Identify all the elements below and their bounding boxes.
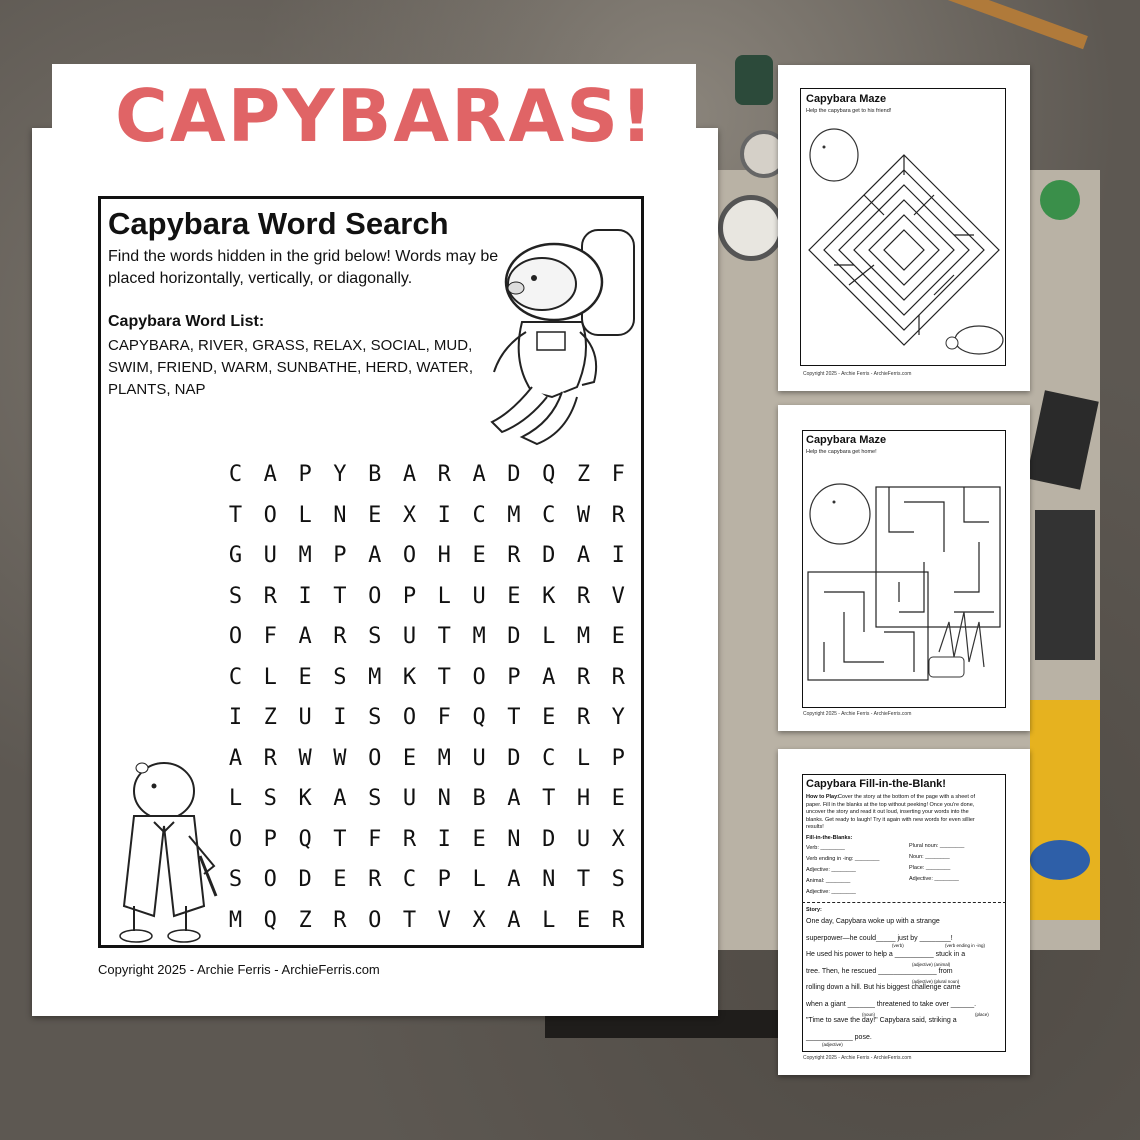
fill-in-the-blank-copyright: Copyright 2025 - Archie Ferris - ArchieFerris.com — [803, 1055, 912, 1061]
grid-letter: Z — [298, 907, 312, 933]
copyright-text: Copyright 2025 - Archie Ferris - ArchieFerris.com — [98, 962, 380, 977]
grid-letter: H — [437, 543, 451, 568]
grid-letter: S — [368, 624, 382, 649]
grid-letter: W — [333, 745, 347, 771]
grid-letter: M — [437, 745, 451, 771]
maze-2-subtitle: Help the capybara get home! — [806, 449, 877, 455]
grid-letter: K — [298, 786, 312, 811]
singer-capybara-illustration — [104, 756, 224, 946]
grid-letter: R — [576, 583, 591, 609]
grid-letter: A — [333, 786, 347, 811]
grid-letter: M — [228, 907, 243, 933]
grid-letter: K — [402, 664, 417, 690]
grid-letter: Q — [263, 907, 277, 933]
grid-letter: Q — [542, 462, 556, 487]
grid-letter: P — [333, 543, 347, 568]
grid-letter: U — [402, 624, 417, 649]
blank-field: Plural noun: ________ — [909, 843, 965, 849]
grid-letter: U — [472, 745, 486, 771]
grid-letter: R — [611, 907, 625, 933]
grid-letter: I — [333, 705, 347, 730]
grid-letter: L — [542, 624, 556, 649]
grid-letter: T — [437, 624, 451, 649]
grid-letter: C — [472, 502, 486, 528]
grid-letter: M — [368, 664, 382, 690]
grid-letter: R — [263, 583, 277, 609]
grid-letter: R — [576, 664, 591, 690]
grid-row — [218, 503, 638, 543]
maze-1-subtitle: Help the capybara get to his friend! — [806, 108, 892, 114]
grid-letter: L — [576, 745, 591, 771]
grid-letter: O — [368, 745, 382, 771]
grid-letter: R — [576, 705, 591, 730]
grid-letter: M — [298, 543, 312, 568]
grid-letter: P — [402, 583, 417, 609]
grid-letter: O — [228, 826, 243, 852]
grid-letter: E — [472, 543, 486, 568]
how-to-play-line: blanks. Get ready to laugh! Try it again with new words for even sillier — [806, 816, 975, 823]
grid-letter: O — [228, 624, 243, 649]
grid-letter: E — [333, 867, 347, 892]
how-to-play-label: How to Play: — [806, 794, 840, 800]
grid-letter: N — [333, 502, 347, 528]
page-title: CAPYBARAS! — [115, 74, 655, 158]
grid-letter: W — [576, 502, 591, 528]
grid-letter: R — [437, 462, 451, 487]
grid-row — [218, 624, 638, 664]
grid-letter: X — [611, 826, 625, 852]
fill-in-the-blanks-heading: Fill-in-the-Blanks: — [806, 835, 853, 841]
grid-letter: I — [437, 826, 451, 852]
grid-letter: F — [263, 624, 277, 649]
grid-letter: R — [368, 867, 382, 892]
grid-letter: V — [437, 907, 451, 933]
story-line: when a giant _______ threatened to take over ______. — [806, 1000, 977, 1008]
grid-letter: O — [368, 907, 382, 933]
paint-stain — [1030, 700, 1100, 920]
grid-letter: T — [228, 502, 243, 528]
grid-letter: M — [507, 502, 521, 528]
grid-letter: L — [472, 867, 486, 892]
grid-letter: A — [507, 907, 521, 933]
grid-letter: T — [576, 867, 591, 892]
grid-letter: K — [542, 583, 556, 609]
grid-row — [218, 462, 638, 502]
grid-letter: P — [611, 745, 625, 771]
grid-letter: R — [402, 826, 417, 852]
grid-letter: T — [333, 583, 347, 609]
blank-field: Verb: ________ — [806, 845, 845, 851]
grid-letter: P — [263, 826, 277, 852]
grid-letter: L — [298, 502, 312, 528]
grid-letter: A — [507, 867, 521, 892]
grid-letter: A — [298, 624, 312, 649]
grid-letter: D — [507, 745, 521, 771]
grid-letter: F — [437, 705, 451, 730]
grid-letter: Q — [298, 826, 312, 852]
maze-2-title: Capybara Maze — [806, 434, 887, 446]
grid-letter: N — [507, 826, 521, 852]
grid-letter: A — [507, 786, 521, 811]
grid-letter: B — [472, 786, 486, 811]
grid-letter: R — [263, 745, 277, 771]
paint-jar — [735, 55, 773, 105]
grid-row — [218, 705, 638, 745]
grid-letter: A — [402, 462, 417, 487]
story-hint: (adjective) (animal) — [912, 962, 951, 967]
paint-palette — [1035, 510, 1095, 660]
grid-letter: U — [402, 786, 417, 811]
story-hint: (verb) — [892, 943, 904, 948]
grid-letter: T — [333, 826, 347, 852]
word-list: CAPYBARA, RIVER, GRASS, RELAX, SOCIAL, MUD, SWIM, FRIEND, WARM, SUNBATHE, HERD, WATER, PLANTS, NAP — [108, 337, 473, 398]
grid-row — [218, 827, 638, 867]
grid-letter: E — [611, 624, 625, 649]
grid-letter: S — [228, 583, 243, 609]
grid-letter: R — [611, 664, 625, 690]
grid-letter: R — [507, 543, 521, 568]
blank-field: Verb ending in -ing: ________ — [806, 856, 880, 862]
story-heading: Story: — [806, 907, 822, 913]
grid-letter: C — [542, 745, 556, 771]
grid-letter: S — [611, 867, 625, 892]
grid-letter: D — [507, 624, 521, 649]
grid-letter: N — [437, 786, 451, 811]
grid-letter: X — [472, 907, 486, 933]
grid-letter: N — [542, 867, 556, 892]
grid-letter: U — [472, 583, 486, 609]
grid-letter: E — [542, 705, 556, 730]
grid-letter: A — [576, 543, 591, 568]
grid-letter: C — [402, 867, 417, 892]
blank-field: Adjective: ________ — [909, 876, 959, 882]
grid-letter: S — [333, 664, 347, 690]
grid-row — [218, 908, 638, 948]
diamond-maze — [804, 125, 1004, 365]
grid-letter: L — [437, 583, 451, 609]
cut-line — [802, 902, 1006, 903]
how-to-play-line: paper. Fill in the blanks at the top without peeking! Once you're done, — [806, 801, 975, 808]
grid-letter: Y — [333, 462, 347, 487]
paintbrush-icon — [942, 0, 1088, 49]
story-line: rolling down a hill. But his biggest challenge came — [806, 984, 961, 991]
grid-letter: G — [228, 543, 243, 568]
story-line: One day, Capybara woke up with a strange — [806, 918, 940, 925]
grid-letter: C — [228, 462, 243, 487]
grid-letter: H — [576, 786, 591, 811]
grid-letter: O — [402, 705, 417, 730]
grid-letter: R — [333, 907, 347, 933]
grid-letter: D — [298, 867, 312, 892]
story-hint: (adjective) (plural noun) — [912, 979, 960, 984]
grid-letter: L — [228, 786, 243, 811]
maze-1-copyright: Copyright 2025 - Archie Ferris - ArchieFerris.com — [803, 371, 912, 377]
grid-letter: O — [263, 867, 277, 892]
grid-letter: Q — [472, 705, 486, 730]
grid-letter: L — [263, 664, 277, 690]
grid-letter: O — [368, 583, 382, 609]
grid-letter: D — [542, 543, 556, 568]
grid-letter: A — [263, 462, 277, 487]
grid-letter: Y — [611, 705, 625, 730]
grid-letter: I — [298, 583, 312, 609]
grid-letter: S — [368, 786, 382, 811]
grid-letter: I — [437, 502, 451, 528]
grid-letter: A — [542, 664, 556, 690]
story-line: tree. Then, he rescued _______________ from — [806, 967, 953, 975]
maze-1-title: Capybara Maze — [806, 93, 887, 105]
grid-letter: P — [507, 664, 521, 690]
story-line: superpower—he could_____ just by ________! — [806, 934, 953, 942]
how-to-play-line: results! — [806, 824, 824, 830]
story-line: "Time to save the day!" Capybara said, striking a — [806, 1017, 957, 1024]
maze-2-copyright: Copyright 2025 - Archie Ferris - ArchieFerris.com — [803, 711, 912, 717]
grid-letter: I — [611, 543, 625, 568]
grid-letter: W — [298, 745, 312, 771]
grid-row — [218, 746, 638, 786]
grid-letter: U — [576, 826, 591, 852]
story-hint: (adjective) — [822, 1042, 843, 1047]
grid-letter: P — [437, 867, 451, 892]
word-list-heading: Capybara Word List: — [108, 313, 265, 330]
grid-letter: F — [368, 826, 382, 852]
grid-letter: E — [611, 786, 625, 811]
grid-letter: E — [472, 826, 486, 852]
how-to-play-line: Cover the story at the bottom of the page with a sheet of — [838, 794, 975, 800]
grid-letter: O — [472, 664, 486, 690]
how-to-play-line: uncover the story and read it out loud, inserting your words into the — [806, 809, 969, 815]
story-line: ____________ pose. — [806, 1033, 872, 1041]
grid-letter: L — [542, 907, 556, 933]
blank-field: Place: ________ — [909, 865, 951, 871]
paint-splatter — [1040, 180, 1080, 220]
word-search-instructions: Find the words hidden in the grid below! Words may be placed horizontally, vertically, or diagonally. — [108, 248, 499, 287]
paint-jar — [718, 195, 784, 261]
blank-field: Animal: ________ — [806, 878, 851, 884]
story-line: He used his power to help a __________ stuck in a — [806, 951, 966, 958]
grid-letter: T — [402, 907, 417, 933]
grid-letter: E — [507, 583, 521, 609]
grid-letter: Z — [263, 705, 277, 730]
grid-letter: T — [542, 786, 556, 811]
grid-letter: R — [611, 502, 625, 528]
grid-letter: O — [263, 502, 277, 528]
grid-letter: T — [437, 664, 451, 690]
fill-in-the-blank-title: Capybara Fill-in-the-Blank! — [806, 778, 946, 790]
grid-row — [218, 665, 638, 705]
rectangular-maze — [804, 472, 1004, 704]
story-hint: (noun) — [862, 1012, 876, 1017]
grid-letter: O — [402, 543, 417, 568]
grid-letter: U — [263, 543, 277, 568]
grid-letter: S — [263, 786, 277, 811]
grid-letter: D — [542, 826, 556, 852]
grid-letter: D — [507, 462, 521, 487]
grid-letter: C — [542, 502, 556, 528]
grid-letter: A — [472, 462, 486, 487]
blank-field: Noun: ________ — [909, 854, 950, 860]
grid-letter: E — [576, 907, 591, 933]
grid-letter: S — [368, 705, 382, 730]
grid-letter: P — [298, 462, 312, 487]
blank-field: Adjective: ________ — [806, 889, 856, 895]
grid-letter: A — [228, 745, 243, 771]
grid-letter: Z — [576, 462, 591, 487]
grid-letter: E — [298, 664, 312, 690]
grid-row — [218, 543, 638, 583]
grid-letter: A — [368, 543, 382, 568]
grid-letter: M — [472, 624, 486, 649]
grid-letter: I — [228, 705, 243, 730]
grid-letter: F — [611, 462, 625, 487]
grid-letter: V — [611, 583, 625, 609]
grid-letter: E — [368, 502, 382, 528]
grid-letter: U — [298, 705, 312, 730]
astronaut-capybara-illustration — [482, 222, 642, 447]
story-hint: (verb ending in -ing) — [945, 943, 986, 948]
grid-row — [218, 786, 638, 826]
grid-letter: S — [228, 867, 243, 892]
grid-row — [218, 867, 638, 907]
grid-letter: R — [333, 624, 347, 649]
grid-letter: E — [402, 745, 417, 771]
grid-letter: B — [368, 462, 382, 487]
story-hint: (place) — [975, 1012, 989, 1017]
grid-letter: X — [402, 502, 417, 528]
grid-row — [218, 584, 638, 624]
word-search-title: Capybara Word Search — [108, 206, 449, 241]
grid-letter: T — [507, 705, 521, 730]
grid-letter: M — [576, 624, 591, 649]
grid-letter: C — [228, 664, 243, 690]
blank-field: Adjective: ________ — [806, 867, 856, 873]
paint-splatter — [1030, 840, 1090, 880]
